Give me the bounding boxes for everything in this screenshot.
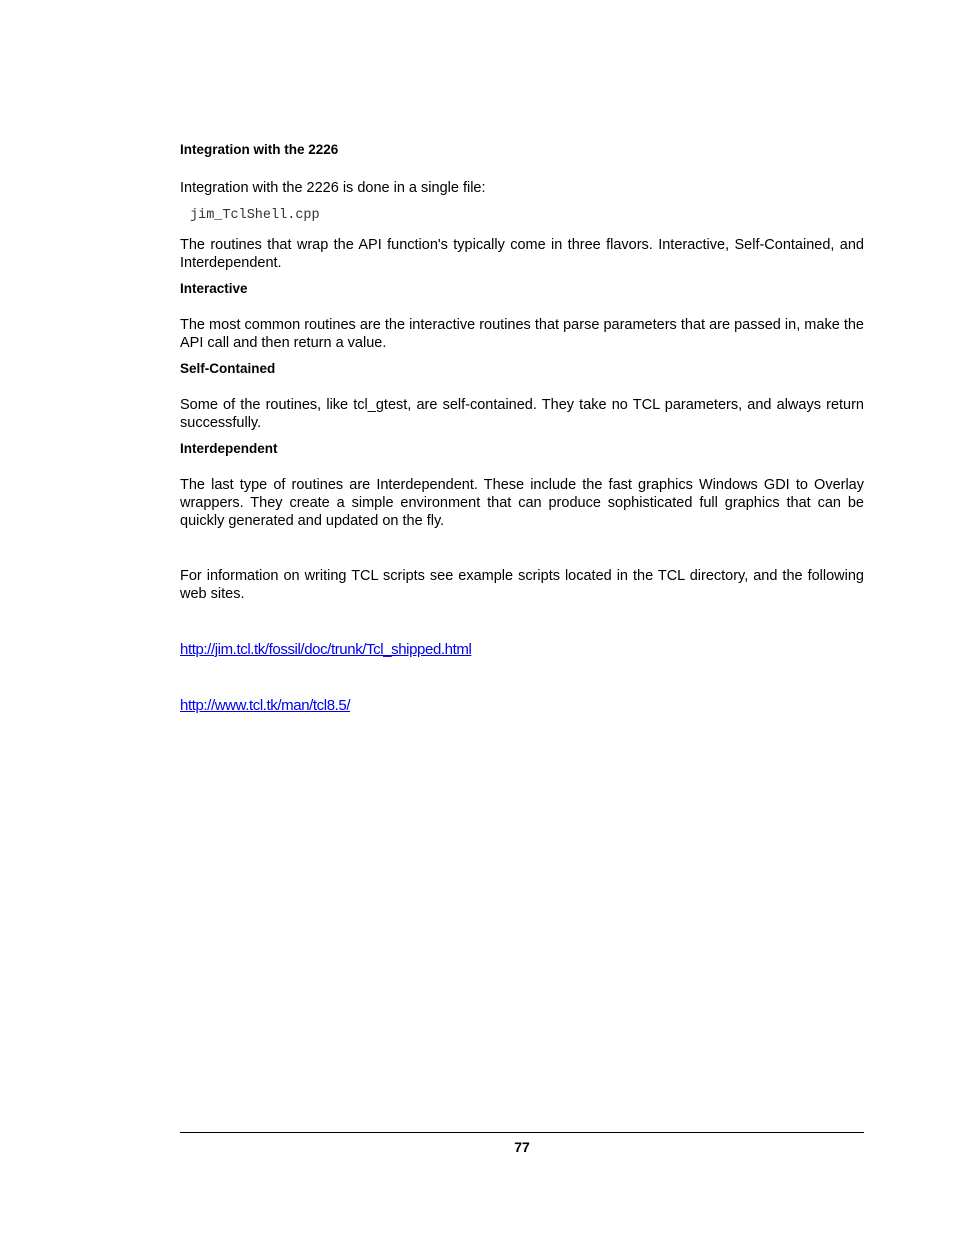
link-tcl-man[interactable]: http://www.tcl.tk/man/tcl8.5/ bbox=[180, 697, 351, 714]
intro-paragraph: Integration with the 2226 is done in a single file: bbox=[180, 180, 486, 196]
subsection-heading-interdependent: Interdependent bbox=[180, 441, 278, 456]
subsection-heading-interactive: Interactive bbox=[180, 281, 248, 296]
footer-rule bbox=[180, 1132, 864, 1133]
interactive-paragraph: The most common routines are the interactive routines that parse parameters that are passed in, make the API call and then return a value. bbox=[180, 317, 864, 351]
page-number: 77 bbox=[514, 1139, 530, 1155]
interdependent-paragraph: The last type of routines are Interdependent. These include the fast graphics Windows GDI to Overlay wrappers. They create a simple environment that can produce sophisticated full graphics that can be quickly generated and updated on the fly. bbox=[180, 477, 864, 529]
info-paragraph: For information on writing TCL scripts see example scripts located in the TCL directory, and the following web sites. bbox=[180, 568, 864, 602]
section-heading: Integration with the 2226 bbox=[180, 142, 339, 157]
file-name-code: jim_TclShell.cpp bbox=[190, 208, 320, 223]
flavors-paragraph: The routines that wrap the API function's typically come in three flavors. Interactive, Self-Contained, and Interdependent. bbox=[180, 237, 864, 271]
self-contained-paragraph: Some of the routines, like tcl_gtest, are self-contained. They take no TCL parameters, and always return successfully. bbox=[180, 397, 864, 431]
link-jim-tcl-shipped[interactable]: http://jim.tcl.tk/fossil/doc/trunk/Tcl_shipped.html bbox=[180, 641, 472, 658]
subsection-heading-self-contained: Self-Contained bbox=[180, 361, 276, 376]
